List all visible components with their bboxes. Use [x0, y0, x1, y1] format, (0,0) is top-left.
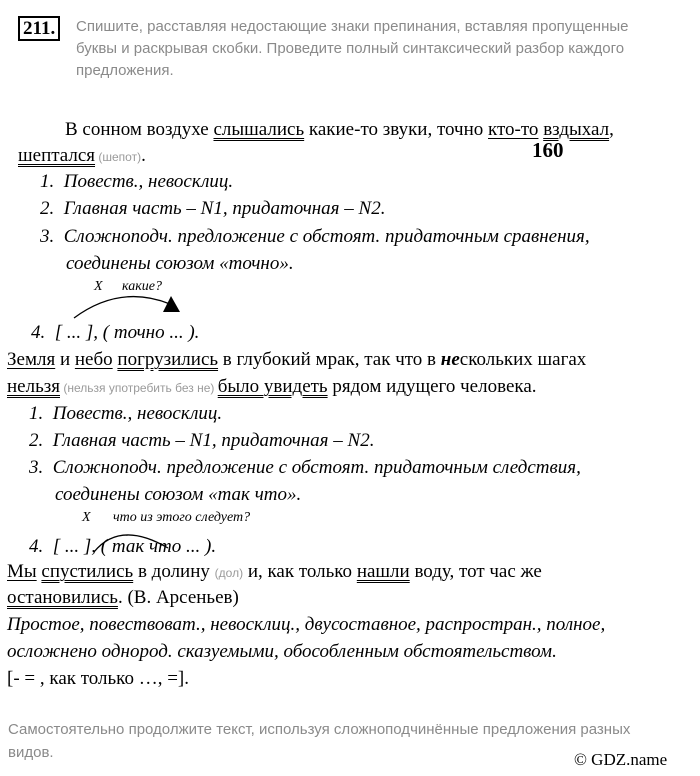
analysis-text: Повеств., невосклиц. — [52, 403, 223, 424]
text: В сонном воздухе — [65, 119, 214, 140]
text: скольких шагах — [459, 349, 587, 370]
inserted-letters: не — [440, 349, 460, 370]
text: рядом идущего человека. — [327, 376, 537, 397]
predicate: остановились — [7, 587, 118, 608]
task-line: буквы и раскрывая скобки. Проведите полный синтаксический разбор каждого — [76, 40, 625, 57]
task-number: 211. — [18, 16, 60, 41]
note: (шепот) — [95, 150, 142, 164]
analysis-2-item-2: 2. Главная часть – N1, придаточная – N2. — [29, 430, 375, 451]
analysis-2-item-1: 1. Повеств., невосклиц. — [29, 403, 223, 424]
scheme-1-x: X — [94, 279, 103, 294]
text: . — [141, 145, 146, 166]
task-instructions — [76, 16, 629, 82]
copyright: © GDZ.name — [574, 750, 668, 769]
text: в долину — [133, 561, 215, 582]
predicate: шептался — [18, 145, 96, 166]
analysis-3-line-2: осложнено однород. сказуемыми, обособленным обстоятельством. — [7, 641, 557, 662]
analysis-text: Сложноподч. предложение с обстоят. придаточным сравнения, — [63, 226, 590, 247]
scheme-text: [ ... ], ( так что ... ). — [52, 536, 217, 557]
sentence-2-line-1 — [7, 347, 586, 373]
scheme-2-question: что из этого следует? — [113, 510, 251, 525]
predicate: спустились — [41, 561, 134, 582]
subject: кто-то — [488, 119, 539, 140]
analysis-text: соединены союзом «точно». — [66, 253, 294, 274]
predicate: было увидеть — [217, 376, 328, 397]
sentence-3-line-1 — [7, 559, 542, 586]
analysis-text: соединены союзом «так что». — [55, 484, 302, 505]
analysis-3-line-1: Простое, повествоват., невосклиц., двусоставное, распростран., полное, — [7, 614, 606, 635]
footer-task — [8, 718, 630, 764]
predicate: слышались — [213, 119, 305, 140]
scheme-1-arc — [60, 282, 190, 322]
text: и, как только — [243, 561, 357, 582]
scheme-2-x: X — [82, 510, 91, 525]
text: , — [609, 119, 614, 140]
task-line: Спишите, расставляя недостающие знаки препинания, вставляя пропущенные — [76, 18, 629, 35]
page-number: 160 — [532, 138, 564, 162]
analysis-text: Повеств., невосклиц. — [63, 171, 234, 192]
scheme-text: [ ... ], ( точно ... ). — [54, 322, 200, 343]
predicate: погрузились — [117, 349, 219, 370]
scheme-1: 4. [ ... ], ( точно ... ). — [31, 322, 200, 343]
analysis-1-item-3: 3. Сложноподч. предложение с обстоят. придаточным сравнения, — [40, 226, 590, 247]
sentence-1-line-2 — [18, 143, 146, 170]
sentence-2-line-2 — [7, 374, 537, 401]
scheme-2: 4. [ ... ], ( так что ... ). — [29, 536, 217, 557]
text: и — [55, 349, 75, 370]
text: . (В. Арсеньев) — [117, 587, 239, 608]
predicate: вздыхал — [543, 119, 610, 140]
analysis-text: Главная часть – N1, придаточная – N2. — [63, 198, 386, 219]
predicate: нельзя — [7, 376, 60, 397]
subject: небо — [74, 349, 113, 370]
task-line: предложения. — [76, 62, 174, 79]
footer-line: Самостоятельно продолжите текст, используя сложноподчинённые предложения разных — [8, 721, 631, 738]
footer-line: видов. — [8, 744, 54, 761]
analysis-1-item-1: 1. Повеств., невосклиц. — [40, 171, 234, 192]
analysis-1-item-2: 2. Главная часть – N1, придаточная – N2. — [40, 198, 386, 219]
analysis-text: Сложноподч. предложение с обстоят. придаточным следствия, — [52, 457, 581, 478]
text: в глубокий мрак, так что в — [218, 349, 441, 370]
subject: Мы — [7, 561, 37, 582]
subject: Земля — [7, 349, 56, 370]
predicate: нашли — [356, 561, 410, 582]
scheme-1-question: какие? — [122, 279, 162, 294]
text: какие-то звуки, точно — [304, 119, 489, 140]
note: (дол) — [214, 566, 244, 580]
text: воду, тот час же — [409, 561, 542, 582]
analysis-1-item-3-cont — [66, 251, 294, 277]
note: (нельзя употребить без не) — [60, 381, 218, 395]
analysis-text: Главная часть – N1, придаточная – N2. — [52, 430, 375, 451]
sentence-3-line-2 — [7, 585, 239, 611]
scheme-3: [- = , как только …, =]. — [7, 668, 189, 689]
analysis-2-item-3-cont — [55, 482, 301, 508]
analysis-2-item-3: 3. Сложноподч. предложение с обстоят. придаточным следствия, — [29, 457, 581, 478]
